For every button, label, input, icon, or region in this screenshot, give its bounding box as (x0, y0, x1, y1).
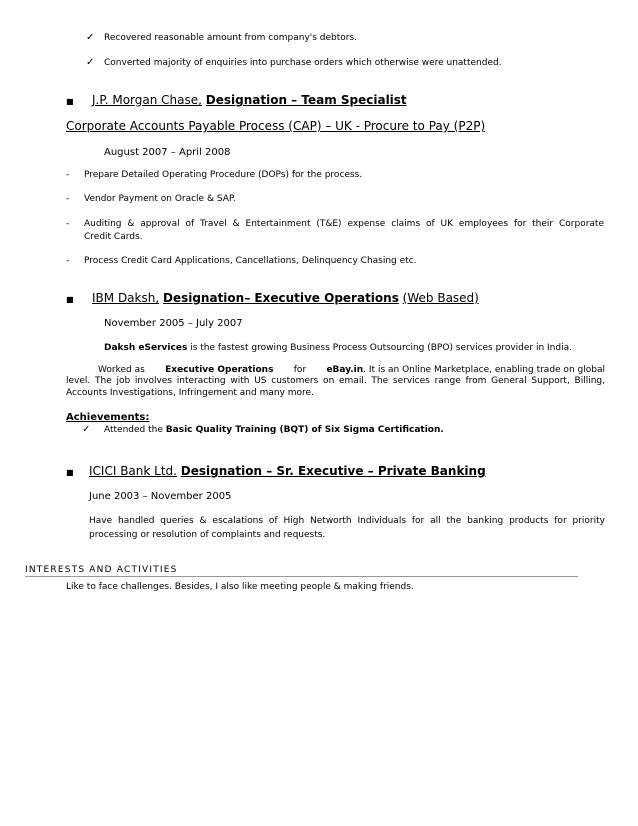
section-divider (25, 576, 578, 577)
ibm-dates: November 2005 – July 2007 (104, 318, 243, 329)
achievement-item (104, 425, 444, 435)
ibm-heading (92, 291, 479, 305)
achievement-bold: Basic Quality Training (BQT) of Six Sigma Certification. (165, 425, 444, 435)
ibm-desc-company: Daksh eServices (104, 343, 188, 353)
jpm-duty-3: Auditing & approval of Travel & Entertainment (T&E) expense claims of UK employees for their Corporate (84, 219, 604, 229)
dash-bullet: - (66, 170, 70, 180)
ibm-worked-a: Worked as (98, 365, 145, 375)
ibm-worked-for: for (293, 365, 307, 375)
ibm-worked-role: Executive Operations (165, 365, 274, 375)
jpm-duty-4: Process Credit Card Applications, Cancellations, Delinquency Chasing etc. (84, 256, 417, 266)
interests-text: Like to face challenges. Besides, I also like meeting people & making friends. (66, 582, 414, 592)
intro-check-1: Recovered reasonable amount from company's debtors. (104, 33, 358, 43)
jpm-duty-1: Prepare Detailed Operating Procedure (DOPs) for the process. (84, 170, 363, 180)
ibm-desc (104, 343, 572, 353)
square-bullet-icon: ■ (66, 468, 74, 477)
jpm-heading (92, 93, 407, 107)
achievement-text: Attended the (104, 425, 163, 435)
ibm-designation-rest: – Executive Operations (244, 291, 399, 305)
icici-company: ICICI Bank Ltd. (89, 464, 177, 478)
check-icon: ✓ (82, 424, 91, 435)
icici-dates: June 2003 – November 2005 (89, 491, 232, 502)
jpm-designation: Designation – Team Specialist (205, 93, 407, 107)
interests-title: INTERESTS AND ACTIVITIES (25, 565, 178, 575)
ibm-designation-word: Designation (162, 291, 245, 305)
ibm-line-3: Accounts Investigations, Infringement and many more. (66, 388, 314, 398)
jpm-process: Corporate Accounts Payable Process (CAP) – UK - Procure to Pay (P2P) (66, 119, 486, 133)
jpm-company: J.P. Morgan Chase, (92, 93, 202, 107)
ibm-worked-site: eBay.in (326, 365, 364, 375)
ibm-worked-rest: . It is an Online Marketplace, enabling trade on global (363, 365, 605, 375)
check-icon: ✓ (86, 32, 95, 43)
icici-desc-1: Have handled queries & escalations of High Networth Individuals for all the banking products for priority (89, 516, 605, 526)
icici-designation: Designation – Sr. Executive – Private Banking (180, 464, 486, 478)
jpm-duty-2: Vendor Payment on Oracle & SAP. (84, 194, 236, 204)
dash-bullet: - (66, 219, 70, 229)
ibm-line-2: level. The job involves interacting with US customers on email. The services range from General Support, Billing, (66, 376, 605, 386)
icici-desc-2: processing or resolution of complaints and requests. (89, 530, 326, 540)
icici-heading (89, 464, 486, 478)
ibm-desc-text: is the fastest growing Business Process Outsourcing (BPO) services provider in India. (190, 343, 572, 353)
ibm-company: IBM Daksh, (92, 291, 160, 305)
jpm-dates: August 2007 – April 2008 (104, 147, 231, 158)
jpm-duty-3-cont: Credit Cards. (84, 232, 143, 242)
square-bullet-icon: ■ (66, 295, 74, 304)
dash-bullet: - (66, 194, 70, 204)
dash-bullet: - (66, 256, 70, 266)
square-bullet-icon: ■ (66, 97, 74, 106)
intro-check-2: Converted majority of enquiries into purchase orders which otherwise were unattended. (104, 58, 502, 68)
achievements-label: Achievements: (66, 412, 150, 423)
ibm-based: (Web Based) (402, 291, 479, 305)
check-icon: ✓ (86, 57, 95, 68)
ibm-worked-line (98, 365, 605, 375)
